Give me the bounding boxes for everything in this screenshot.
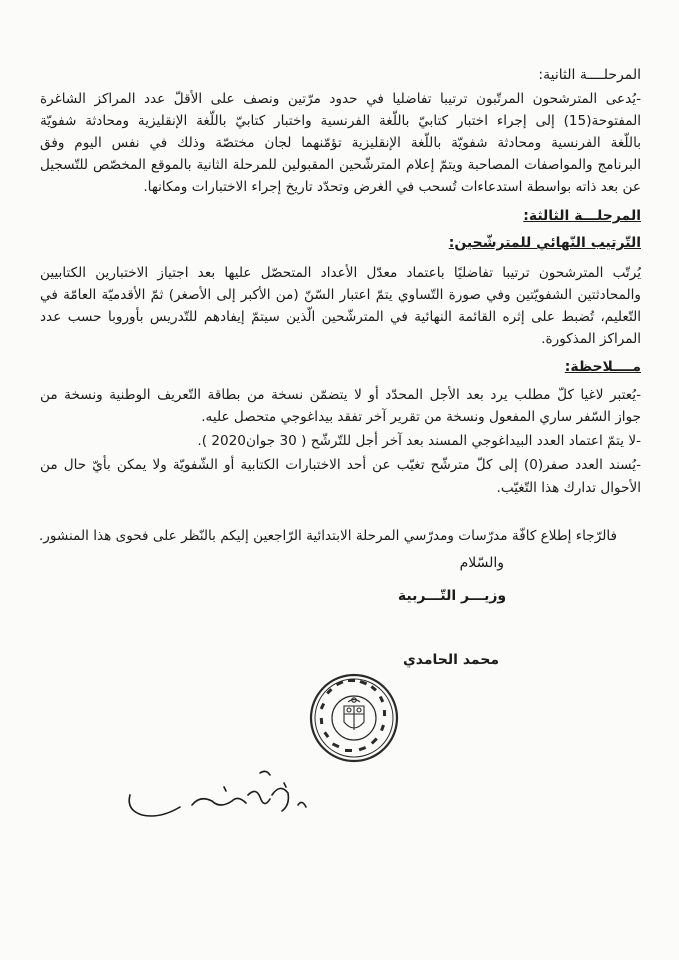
phase2-line-2: المفتوحة(15) إلى إجراء اختبار كتابيّ باللّغة الفرنسية واختبار كتابيّ باللّغة الإنقليزية ومحادثة شفويّة [40, 113, 641, 129]
official-seal [308, 672, 400, 764]
phase3-line-4: المراكز المذكورة. [541, 331, 641, 347]
coat-of-arms-icon [344, 698, 364, 730]
phase3-line-1: يُرتّب المترشحون ترتيبا تفاضليًا باعتماد معدّل الأعداد المتحصّل عليها بعد اجتياز الاختبارين الكتابيين [40, 265, 641, 281]
closing-request: فالرّجاء إطلاع كافّة مدرّسات ومدرّسي المرحلة الابتدائية الرّاجعين إليكم بالنّظر على فحوى هذا المنشور. [38, 528, 617, 544]
phase3-subtitle: التّرتيب النّهائي للمترشّحين: [448, 235, 641, 251]
notes-title: مــــلاحظة: [564, 359, 641, 375]
phase3-line-3: التّعليم، تُضبط على إثره القائمة النهائية في المترشّحين الّذين سيتمّ إيفادهم للتّدريس بأوروبا حسب عدد [40, 309, 641, 325]
closing-salutation: والسّلام [459, 555, 504, 571]
phase2-line-1: -يُدعى المترشحون المرتّبون ترتيبا تفاضليا في حدود مرّتين ونصف على الأقلّ عدد المراكز الشاغرة [40, 91, 641, 107]
phase2-title: المرحلــــة الثانية: [538, 67, 641, 83]
handwritten-signature [120, 765, 310, 835]
phase3-title: المرحلـــة الثالثة: [523, 208, 641, 224]
minister-name: محمد الحامدي [402, 652, 500, 668]
phase2-line-3: باللّغة الفرنسية ومحادثة شفويّة باللّغة الإنقليزية تؤمّنهما لجان مختصّة وذلك في نفس اليوم وفق [40, 135, 641, 151]
notes-line-4: -يُسند العدد صفر(0) إلى كلّ مترشّح تغيّب عن أحد الاختبارات الكتابية أو الشّفويّة ولا يمكن بأيّ حال من [40, 457, 641, 473]
phase3-line-2: والمحادثتين الشفويّتين وفي صورة التّساوي يتمّ اعتبار السّنّ (من الأكبر إلى الأصغر) ثمّ الأقدميّة العامّة في [40, 287, 641, 303]
phase2-line-4: البرنامج والمواصفات المصاحبة ويتمّ إعلام المترشّحين المقبولين للمرحلة الثانية بالموقع المخصّص للتّسجيل [40, 157, 641, 173]
notes-line-3: -لا يتمّ اعتماد العدد البيداغوجي المسند بعد آخر أجل للتّرشّح ( 30 جوان2020 ). [197, 433, 641, 449]
phase2-line-5: عن بعد ذاته بواسطة استدعاءات تُسحب في الغرض وتحدّد تاريخ إجراء الاختبارات ومكانها. [143, 179, 641, 195]
notes-line-2: جواز السّفر ساري المفعول ونسخة من تقرير آخر تفقد بيداغوجي متحصل عليه. [201, 409, 641, 425]
notes-line-5: الأحوال تدارك هذا التّغيّب. [496, 480, 641, 496]
notes-line-1: -يُعتبر لاغيا كلّ مطلب يرد بعد الأجل المحدّد أو لا يتضمّن نسخة من بطاقة التّعريف الوطنية ونسخة من [40, 387, 641, 403]
minister-title: وزيـــر التّـــربية [397, 588, 507, 604]
